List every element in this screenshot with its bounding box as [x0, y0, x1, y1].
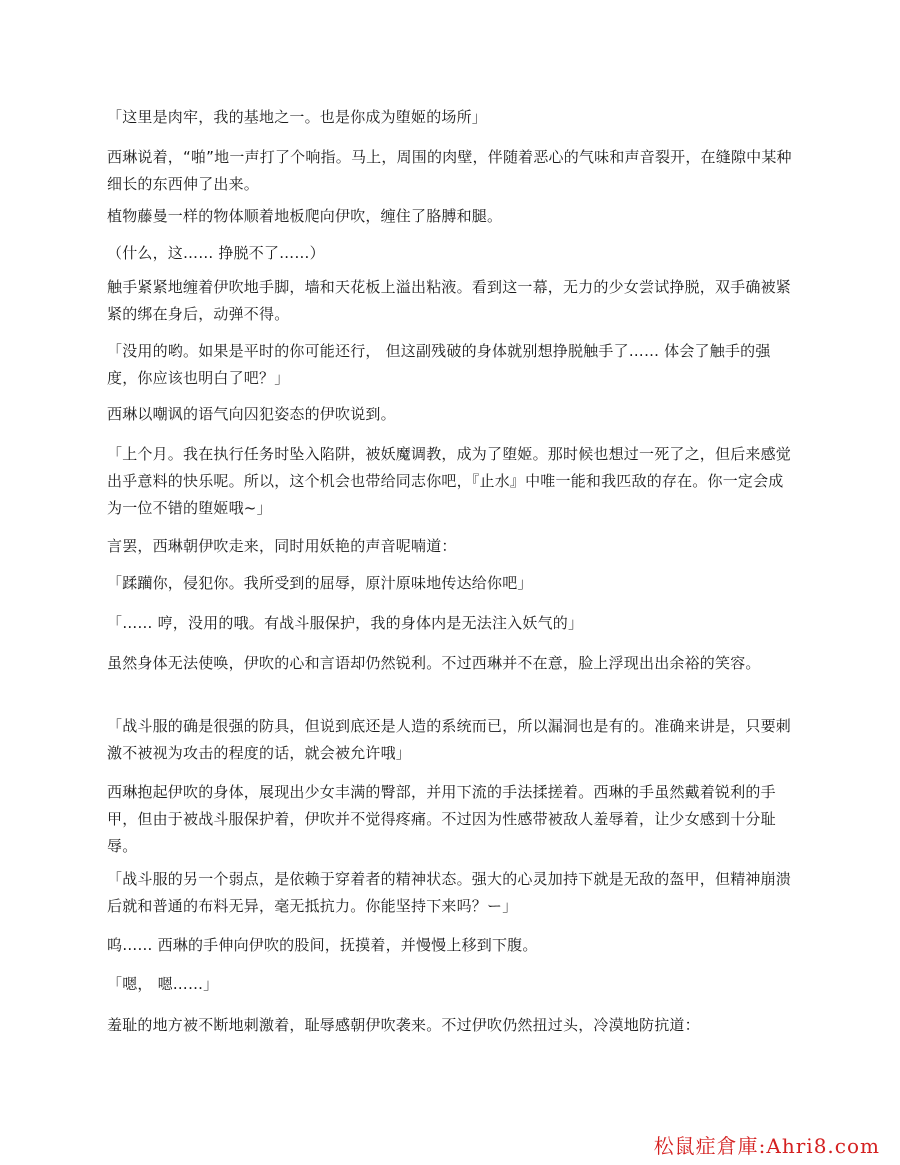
paragraph-6: 「没用的哟。如果是平时的你可能还行， 但这副残破的身体就别想挣脱触手了…… 体会了触手的强度，你应该也明白了吧？」: [107, 342, 771, 387]
paragraph-3: 植物藤曼一样的物体顺着地板爬向伊吹，缠住了胳膊和腿。: [107, 207, 503, 225]
paragraph-7: 西琳以嘲讽的语气向囚犯姿态的伊吹说到。: [107, 405, 396, 423]
paragraph-15: 「战斗服的另一个弱点，是依赖于穿着者的精神状态。强大的心灵加持下就是无敌的盔甲，但精神崩溃后就和普通的布料无异，毫无抵抗力。你能坚持下来吗？ー」: [107, 870, 792, 915]
paragraph-8: 「上个月。我在执行任务时坠入陷阱，被妖魔调教，成为了堕姬。那时候也想过一死了之，但后来感觉出乎意料的快乐呢。所以，这个机会也带给同志你吧，『止水』中唯一能和我匹敌的存在。你一定会成为一位不错的堕姬哦~」: [107, 445, 792, 517]
paragraph-2: 西琳说着，“啪”地一声打了个响指。马上，周围的肉壁，伴随着恶心的气味和声音裂开，在缝隙中某种细长的东西伸了出来。: [107, 148, 792, 193]
watermark-text: 松鼠症倉庫:Ahri8.com: [653, 1134, 880, 1158]
paragraph-4: （什么，这…… 挣脱不了……）: [107, 244, 325, 262]
paragraph-14: 西琳抱起伊吹的身体，展现出少女丰满的臀部，并用下流的手法揉搓着。西琳的手虽然戴着锐利的手甲，但由于被战斗服保护着，伊吹并不觉得疼痛。不过因为性感带被敌人羞辱着，让少女感到十分耻辱。: [107, 783, 776, 855]
paragraph-11: 「…… 哼，没用的哦。有战斗服保护，我的身体内是无法注入妖气的」: [107, 614, 584, 632]
paragraph-1: 「这里是肉牢，我的基地之一。也是你成为堕姬的场所」: [107, 108, 488, 126]
paragraph-5: 触手紧紧地缠着伊吹地手脚，墙和天花板上溢出粘液。看到这一幕，无力的少女尝试挣脱，双手确被紧紧的绑在身后，动弹不得。: [107, 278, 792, 323]
paragraph-18: 羞耻的地方被不断地刺激着，耻辱感朝伊吹袭来。不过伊吹仍然扭过头，冷漠地防抗道：: [107, 1016, 700, 1034]
paragraph-9: 言罢，西琳朝伊吹走来，同时用妖艳的声音呢喃道：: [107, 537, 457, 555]
paragraph-12: 虽然身体无法使唤，伊吹的心和言语却仍然锐利。不过西琳并不在意，脸上浮现出出余裕的笑容。: [107, 654, 761, 672]
paragraph-13: 「战斗服的确是很强的防具，但说到底还是人造的系统而已，所以漏洞也是有的。准确来讲是，只要刺激不被视为攻击的程度的话，就会被允许哦」: [107, 717, 792, 762]
paragraph-10: 「蹂躏你，侵犯你。我所受到的屈辱，原汁原味地传达给你吧」: [107, 574, 533, 592]
paragraph-16: 呜…… 西琳的手伸向伊吹的股间，抚摸着，并慢慢上移到下腹。: [107, 936, 538, 954]
paragraph-17: 「嗯， 嗯……」: [107, 975, 219, 993]
